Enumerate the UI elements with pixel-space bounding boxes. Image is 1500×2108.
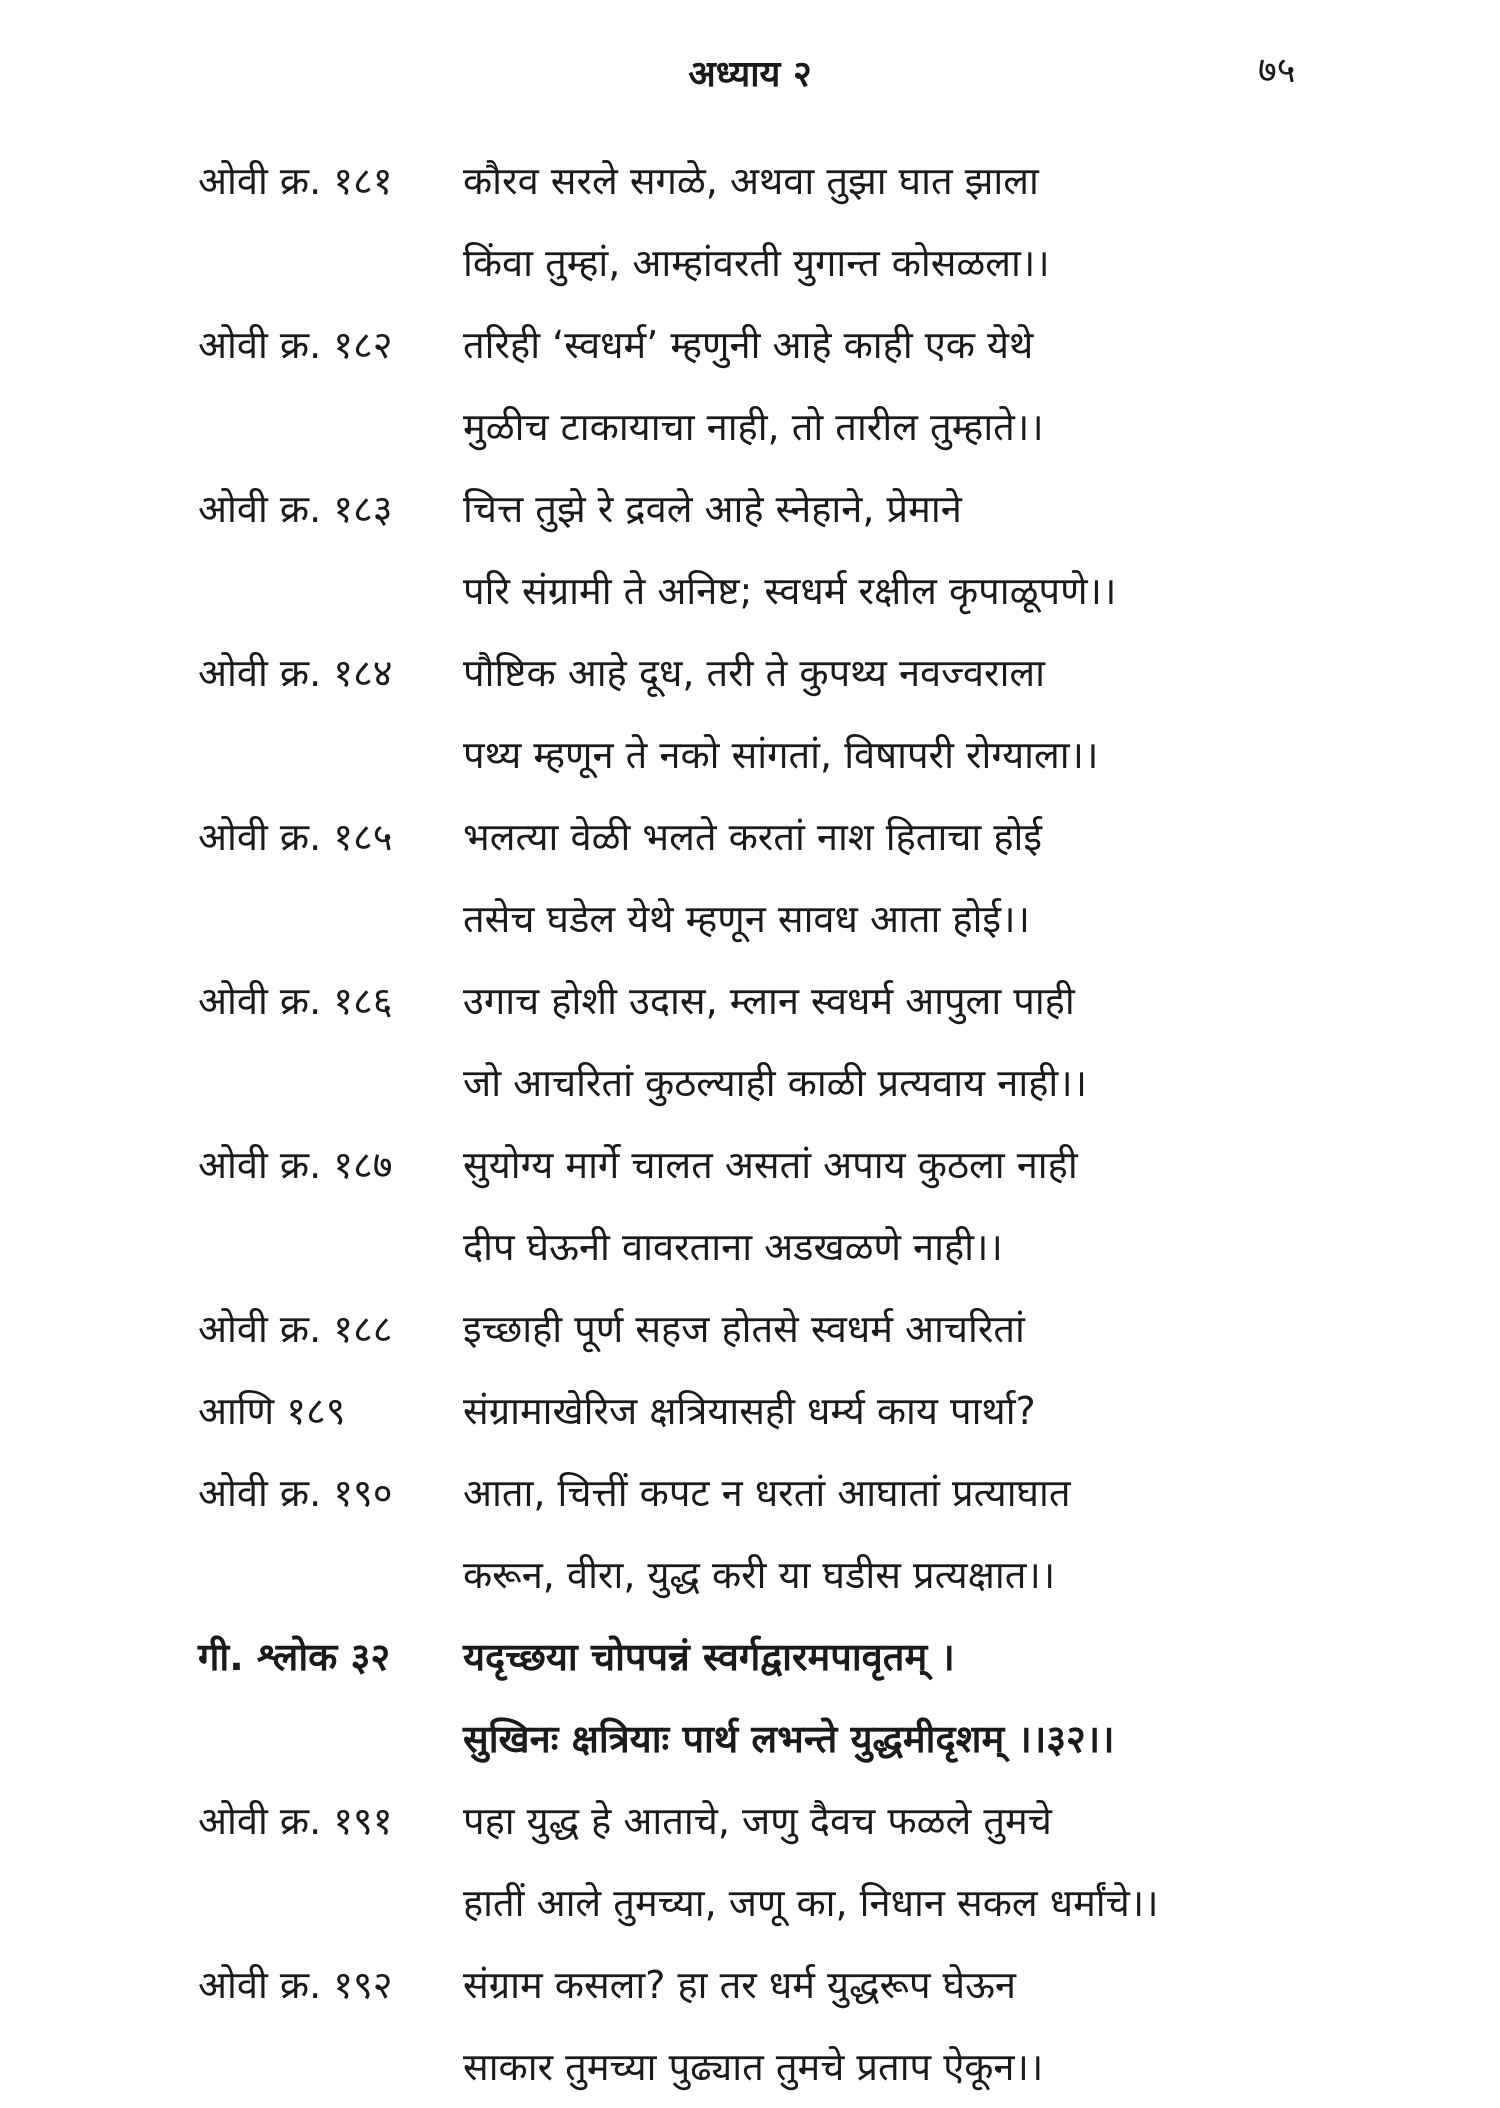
verse-text: उगाच होशी उदास, म्लान स्वधर्म आपुला पाही bbox=[463, 979, 1075, 1023]
verse-line bbox=[0, 2026, 1500, 2108]
verse-line bbox=[0, 960, 1500, 1042]
verse-line bbox=[0, 1124, 1500, 1206]
verse-text: सुखिनः क्षत्रियाः पार्थ लभन्ते युद्धमीदृशम् ।।३२।। bbox=[463, 1717, 1115, 1761]
verse-text: इच्छाही पूर्ण सहज होतसे स्वधर्म आचरितां bbox=[463, 1307, 1025, 1351]
verse-line bbox=[0, 386, 1500, 468]
verse-line bbox=[0, 1698, 1500, 1780]
verse-entry bbox=[0, 960, 1500, 1124]
verse-line bbox=[0, 1370, 1500, 1452]
verse-reference: ओवी क्र. १८५ bbox=[198, 815, 393, 859]
verse-entry bbox=[0, 632, 1500, 796]
verse-text: दीप घेऊनी वावरताना अडखळणे नाही।। bbox=[463, 1225, 1003, 1269]
verse-entry bbox=[0, 1944, 1500, 2108]
verse-line bbox=[0, 1944, 1500, 2026]
verse-text: यदृच्छया चोपपन्नं स्वर्गद्वारमपावृतम् । bbox=[463, 1635, 955, 1679]
verse-text: हातीं आले तुमच्या, जणू का, निधान सकल धर्मांचे।। bbox=[463, 1881, 1159, 1925]
verse-text: मुळीच टाकायाचा नाही, तो तारील तुम्हाते।। bbox=[463, 405, 1044, 449]
verse-reference: ओवी क्र. १९० bbox=[198, 1471, 393, 1515]
verse-line bbox=[0, 222, 1500, 304]
verse-text: पथ्य म्हणून ते नको सांगतां, विषापरी रोग्याला।। bbox=[463, 733, 1099, 777]
verse-entry bbox=[0, 468, 1500, 632]
verse-text: सुयोग्य मार्गे चालत असतां अपाय कुठला नाही bbox=[463, 1143, 1078, 1187]
verse-reference: ओवी क्र. १८२ bbox=[198, 323, 393, 367]
verse-line bbox=[0, 1862, 1500, 1944]
verse-text: कौरव सरले सगळे, अथवा तुझा घात झाला bbox=[463, 159, 1039, 203]
verse-text: साकार तुमच्या पुढ्यात तुमचे प्रताप ऐकून।। bbox=[463, 2045, 1044, 2089]
verse-entry bbox=[0, 1370, 1500, 1452]
verse-text: संग्राम कसला? हा तर धर्म युद्धरूप घेऊन bbox=[463, 1963, 1017, 2007]
verse-text: जो आचरितां कुठल्याही काळी प्रत्यवाय नाही।। bbox=[463, 1061, 1088, 1105]
verse-reference: ओवी क्र. १८४ bbox=[198, 651, 393, 695]
verse-text: पहा युद्ध हे आताचे, जणु दैवच फळले तुमचे bbox=[463, 1799, 1052, 1843]
verse-line bbox=[0, 304, 1500, 386]
verse-entry bbox=[0, 304, 1500, 468]
verse-line bbox=[0, 468, 1500, 550]
verse-entry bbox=[0, 1452, 1500, 1616]
verse-reference: ओवी क्र. १८३ bbox=[198, 487, 393, 531]
verse-line bbox=[0, 1042, 1500, 1124]
verse-text: पौष्टिक आहे दूध, तरी ते कुपथ्य नवज्वराला bbox=[463, 651, 1046, 695]
chapter-title: अध्याय २ bbox=[688, 54, 812, 95]
verse-text: परि संग्रामी ते अनिष्ट; स्वधर्म रक्षील कृपाळूपणे।। bbox=[463, 569, 1117, 613]
verse-text: किंवा तुम्हां, आम्हांवरती युगान्त कोसळला।। bbox=[463, 241, 1050, 285]
verse-line bbox=[0, 632, 1500, 714]
verse-line bbox=[0, 1616, 1500, 1698]
verse-line bbox=[0, 550, 1500, 632]
verse-entry bbox=[0, 1124, 1500, 1288]
verse-entry bbox=[0, 796, 1500, 960]
verse-list bbox=[0, 140, 1500, 2108]
verse-reference: ओवी क्र. १८१ bbox=[198, 159, 393, 203]
verse-text: करून, वीरा, युद्ध करी या घडीस प्रत्यक्षात।। bbox=[463, 1553, 1056, 1597]
verse-reference: ओवी क्र. १९१ bbox=[198, 1799, 393, 1843]
verse-line bbox=[0, 1452, 1500, 1534]
verse-line bbox=[0, 1206, 1500, 1288]
verse-line bbox=[0, 1780, 1500, 1862]
verse-line bbox=[0, 796, 1500, 878]
verse-reference: ओवी क्र. १८६ bbox=[198, 979, 393, 1023]
verse-line bbox=[0, 714, 1500, 796]
verse-reference: आणि १८९ bbox=[198, 1389, 346, 1433]
verse-text: आता, चित्तीं कपट न धरतां आघातां प्रत्याघात bbox=[463, 1471, 1071, 1515]
verse-entry bbox=[0, 1780, 1500, 1944]
verse-line bbox=[0, 1534, 1500, 1616]
verse-entry bbox=[0, 1288, 1500, 1370]
verse-line bbox=[0, 140, 1500, 222]
verse-reference: गी. श्लोक ३२ bbox=[198, 1635, 391, 1679]
verse-reference: ओवी क्र. १८७ bbox=[198, 1143, 393, 1187]
verse-text: भलत्या वेळी भलते करतां नाश हिताचा होई bbox=[463, 815, 1043, 859]
verse-text: संग्रामाखेरिज क्षत्रियासही धर्म्य काय पार्था? bbox=[463, 1389, 1036, 1433]
verse-reference: ओवी क्र. १८८ bbox=[198, 1307, 393, 1351]
verse-entry bbox=[0, 140, 1500, 304]
page-number: ७५ bbox=[1258, 50, 1296, 91]
verse-reference: ओवी क्र. १९२ bbox=[198, 1963, 393, 2007]
verse-entry bbox=[0, 1616, 1500, 1780]
verse-line bbox=[0, 878, 1500, 960]
verse-text: चित्त तुझे रे द्रवले आहे स्नेहाने, प्रेमाने bbox=[463, 487, 962, 531]
verse-line bbox=[0, 1288, 1500, 1370]
verse-text: तरिही ‘स्वधर्म’ म्हणुनी आहे काही एक येथे bbox=[463, 323, 1034, 367]
verse-text: तसेच घडेल येथे म्हणून सावध आता होई।। bbox=[463, 897, 1030, 941]
